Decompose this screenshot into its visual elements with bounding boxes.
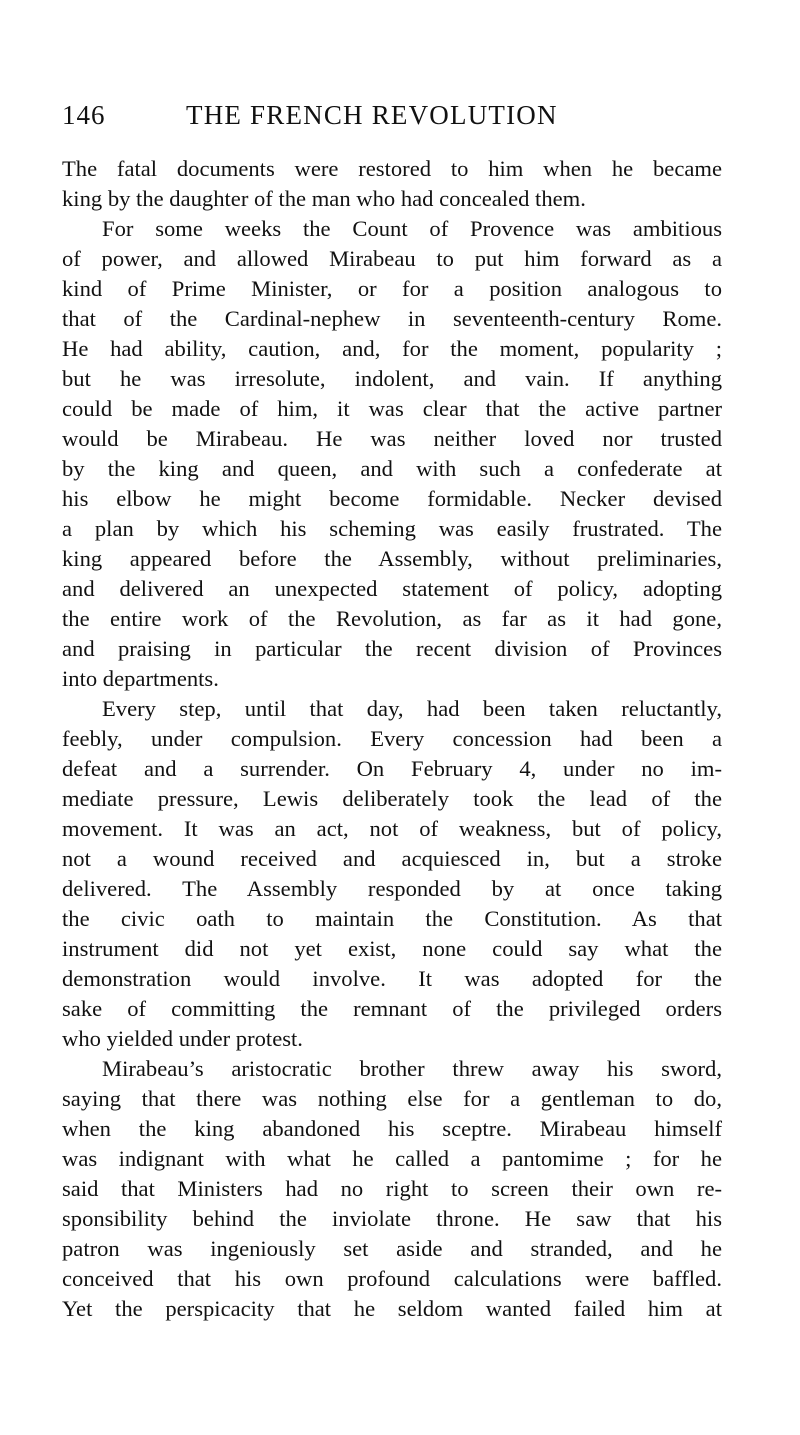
paragraph <box>62 214 722 694</box>
text-line: He had ability, caution, and, for the moment, popularity ; <box>62 336 722 361</box>
text-line: said that Ministers had no right to screen their own re- <box>62 1176 722 1201</box>
text-line: king appeared before the Assembly, without preliminaries, <box>62 546 722 571</box>
text-line: was indignant with what he called a pantomime ; for he <box>62 1146 722 1171</box>
text-line: feebly, under compulsion. Every concession had been a <box>62 726 722 751</box>
text-line: sponsibility behind the inviolate throne. He saw that his <box>62 1206 722 1231</box>
text-line: mediate pressure, Lewis deliberately took the lead of the <box>62 786 722 811</box>
text-line: sake of committing the remnant of the privileged orders <box>62 996 722 1021</box>
text-line: by the king and queen, and with such a confederate at <box>62 456 722 481</box>
text-line: when the king abandoned his sceptre. Mirabeau himself <box>62 1116 722 1141</box>
text-line: his elbow he might become formidable. Necker devised <box>62 486 722 511</box>
paragraph <box>62 1054 722 1324</box>
text-line: of power, and allowed Mirabeau to put him forward as a <box>62 246 722 271</box>
text-line: and delivered an unexpected statement of policy, adopting <box>62 576 722 601</box>
book-page <box>62 100 722 1324</box>
text-line: would be Mirabeau. He was neither loved nor trusted <box>62 426 722 451</box>
text-line: the entire work of the Revolution, as far as it had gone, <box>62 606 722 631</box>
text-line: defeat and a surrender. On February 4, under no im- <box>62 756 722 781</box>
text-line: saying that there was nothing else for a gentleman to do, <box>62 1086 722 1111</box>
paragraph <box>62 154 722 214</box>
text-line: Yet the perspicacity that he seldom wanted failed him at <box>62 1296 722 1321</box>
text-line: movement. It was an act, not of weakness, but of policy, <box>62 816 722 841</box>
text-line: instrument did not yet exist, none could say what the <box>62 936 722 961</box>
text-line: patron was ingeniously set aside and stranded, and he <box>62 1236 722 1261</box>
text-line: delivered. The Assembly responded by at once taking <box>62 876 722 901</box>
text-line: not a wound received and acquiesced in, but a stroke <box>62 846 722 871</box>
text-line: Every step, until that day, had been taken reluctantly, <box>102 696 722 721</box>
page-header <box>62 100 722 140</box>
text-line: but he was irresolute, indolent, and vain. If anything <box>62 366 722 391</box>
running-head: THE FRENCH REVOLUTION <box>186 100 558 130</box>
text-line: and praising in particular the recent division of Provinces <box>62 636 722 661</box>
text-line: a plan by which his scheming was easily frustrated. The <box>62 516 722 541</box>
text-line: The fatal documents were restored to him when he became <box>62 156 722 181</box>
paragraph <box>62 694 722 1054</box>
text-line: the civic oath to maintain the Constitution. As that <box>62 906 722 931</box>
text-line: Mirabeau’s aristocratic brother threw away his sword, <box>102 1056 722 1081</box>
text-line: demonstration would involve. It was adopted for the <box>62 966 722 991</box>
text-line: could be made of him, it was clear that the active partner <box>62 396 722 421</box>
text-line: that of the Cardinal-nephew in seventeenth-century Rome. <box>62 306 722 331</box>
page-number: 146 <box>62 100 106 130</box>
text-line: For some weeks the Count of Provence was ambitious <box>102 216 722 241</box>
text-line: who yielded under protest. <box>62 1026 303 1051</box>
body-text <box>62 154 722 1324</box>
text-line: kind of Prime Minister, or for a position analogous to <box>62 276 722 301</box>
text-line: conceived that his own profound calculations were baffled. <box>62 1266 722 1291</box>
text-line: into departments. <box>62 666 219 691</box>
text-line: king by the daughter of the man who had concealed them. <box>62 186 586 211</box>
